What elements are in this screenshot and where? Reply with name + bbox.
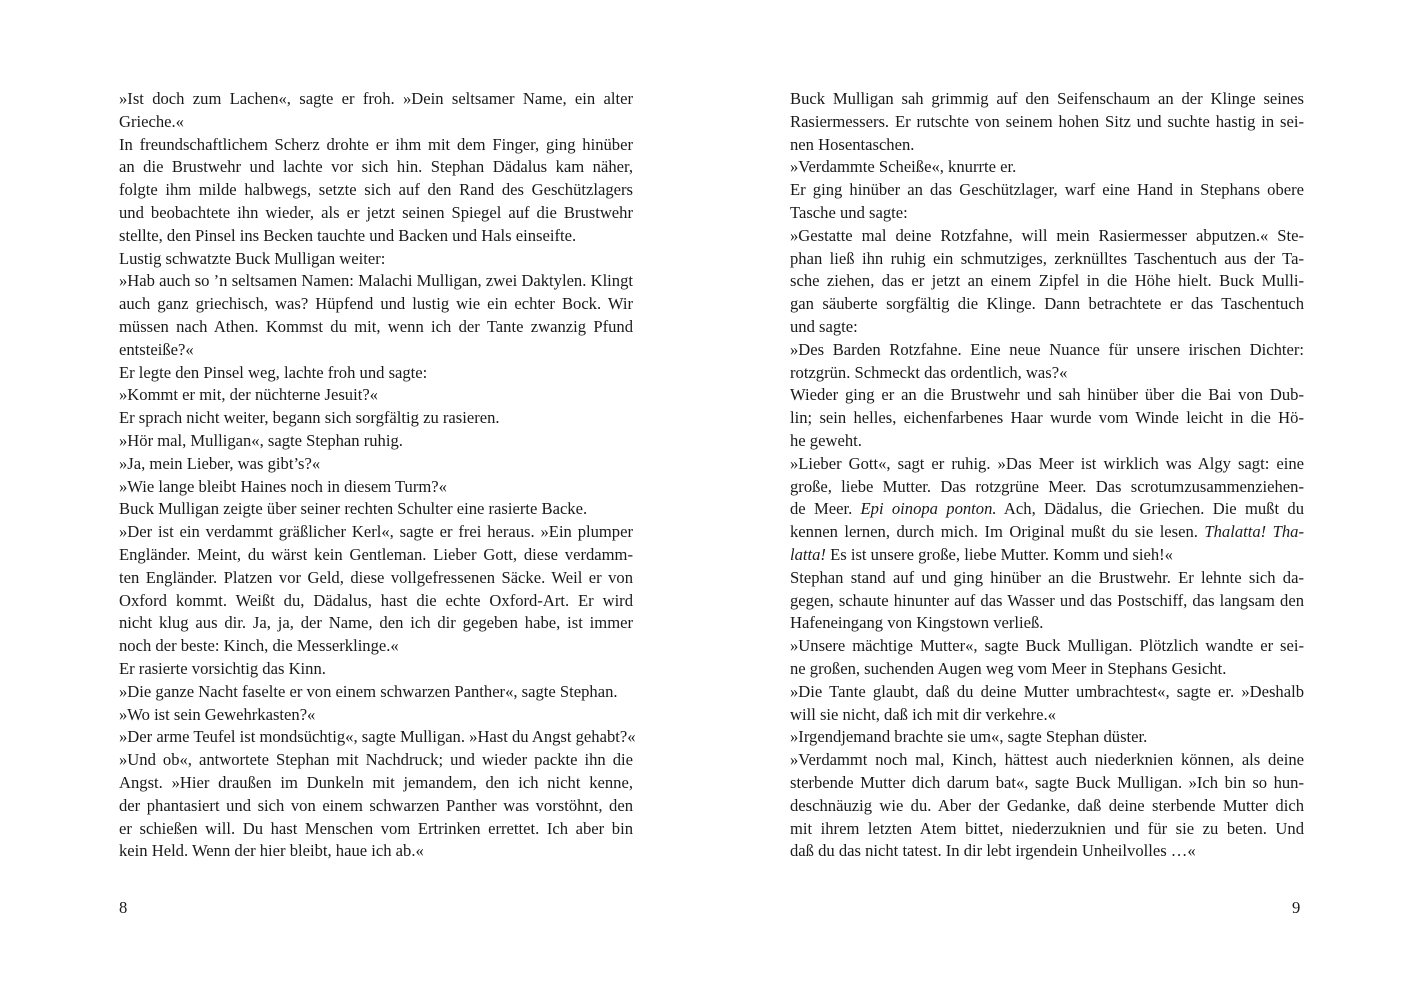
right-line: latta! Es ist unsere große, liebe Mutter. Komm und sieh!« (790, 544, 1173, 564)
left-line: entsteiße?« (119, 339, 194, 359)
right-line: gegen, schaute hinunter auf das Wasser und das Postschiff, das langsam den (790, 590, 1304, 610)
left-line: müssen nach Athen. Kommst du mit, wenn ich der Tante zwanzig Pfund (119, 316, 633, 336)
left-line: er schießen will. Du hast Menschen vom Ertrinken errettet. Ich aber bin (119, 818, 633, 838)
right-line: »Verdammt noch mal, Kinch, hättest auch niederknien können, als deine (790, 750, 1304, 770)
left-line: nicht klug aus dir. Ja, ja, der Name, den ich dir gegeben habe, ist immer (119, 613, 633, 633)
left-line: Er rasierte vorsichtig das Kinn. (119, 658, 326, 678)
right-line: Tasche und sagte: (790, 202, 908, 222)
right-line: und sagte: (790, 316, 858, 336)
right-page-number: 9 (1292, 898, 1301, 917)
left-line: der phantasiert und sich von einem schwarzen Panther was vorstöhnt, den (119, 795, 633, 815)
right-line: nen Hosentaschen. (790, 134, 915, 154)
right-line: mit ihrem letzten Atem bittet, niederzuknien und für sie zu beten. Und (790, 818, 1304, 838)
right-line: »Lieber Gott«, sagt er ruhig. »Das Meer ist wirklich was Algy sagt: eine (790, 453, 1304, 473)
left-line: »Die ganze Nacht faselte er von einem schwarzen Panther«, sagte Stephan. (119, 681, 618, 701)
right-line: große, liebe Mutter. Das rotzgrüne Meer. Das scrotumzusammenziehen- (790, 476, 1304, 496)
left-line: Angst. »Hier draußen im Dunkeln mit jemandem, den ich nicht kenne, (119, 772, 633, 792)
right-line: gan säuberte sorgfältig die Klinge. Dann betrachtete er das Taschentuch (790, 294, 1304, 314)
right-line: sche ziehen, das er jetzt an einem Zipfel in die Höhe hielt. Buck Mulli- (790, 271, 1304, 291)
right-line: sterbende Mutter dich darum bat«, sagte Buck Mulligan. »Ich bin so hun- (790, 772, 1304, 792)
left-line: Er legte den Pinsel weg, lachte froh und sagte: (119, 362, 428, 382)
left-line: auch ganz griechisch, was? Hüpfend und lustig wie ein echter Bock. Wir (119, 294, 633, 314)
right-line: daß du das nicht tatest. In dir lebt irgendein Unheilvolles …« (790, 841, 1196, 861)
left-line: noch der beste: Kinch, die Messerklinge.« (119, 636, 399, 656)
left-line: »Und ob«, antwortete Stephan mit Nachdruck; und wieder packte ihn die (119, 750, 633, 770)
left-line: »Der arme Teufel ist mondsüchtig«, sagte Mulligan. »Hast du Angst gehabt?« (119, 727, 636, 747)
left-line: Lustig schwatzte Buck Mulligan weiter: (119, 248, 386, 268)
left-line: »Hab auch so ’n seltsamen Namen: Malachi Mulligan, zwei Daktylen. Klingt (119, 271, 633, 291)
right-line: »Die Tante glaubt, daß du deine Mutter umbrachtest«, sagte er. »Deshalb (790, 681, 1304, 701)
right-line: Wieder ging er an die Brustwehr und sah hinüber über die Bai von Dub- (790, 385, 1304, 405)
right-line: phan ließ ihn ruhig ein schmutziges, zerknülltes Taschentuch aus der Ta- (790, 248, 1304, 268)
left-page-text (119, 88, 636, 863)
left-page-number: 8 (119, 898, 128, 917)
left-line: »Kommt er mit, der nüchterne Jesuit?« (119, 385, 378, 405)
left-line: Engländer. Meint, du wärst kein Gentleman. Lieber Gott, diese verdamm- (119, 544, 633, 564)
right-line: deschnäuzig wie du. Aber der Gedanke, daß deine sterbende Mutter dich (790, 795, 1304, 815)
right-line: de Meer. Epi oinopa ponton. Ach, Dädalus, die Griechen. Die mußt du (790, 499, 1304, 519)
right-line: »Des Barden Rotzfahne. Eine neue Nuance für unsere irischen Dichter: (790, 339, 1304, 359)
right-line: he geweht. (790, 430, 862, 450)
left-line: Grieche.« (119, 111, 184, 131)
left-line: an die Brustwehr und lachte vor sich hin. Stephan Dädalus kam näher, (119, 157, 633, 177)
left-line: und beobachtete ihn wieder, als er jetzt seinen Spiegel auf die Brustwehr (119, 202, 633, 222)
left-line: folgte ihm milde halbwegs, setzte sich auf den Rand des Geschützlagers (119, 180, 633, 200)
right-line: »Verdammte Scheiße«, knurrte er. (790, 157, 1017, 177)
left-line: »Hör mal, Mulligan«, sagte Stephan ruhig. (119, 430, 403, 450)
left-line: »Wo ist sein Gewehrkasten?« (119, 704, 316, 724)
left-line: kein Held. Wenn der hier bleibt, haue ich ab.« (119, 841, 424, 861)
italic-phrase: latta! (790, 544, 826, 564)
left-line: ten Engländer. Platzen vor Geld, diese vollgefressenen Säcke. Weil er von (119, 567, 633, 587)
right-line: Rasiermessers. Er rutschte von seinem hohen Sitz und suchte hastig in sei- (790, 111, 1304, 131)
left-line: »Ja, mein Lieber, was gibt’s?« (119, 453, 321, 473)
right-line: ne großen, suchenden Augen weg vom Meer in Stephans Gesicht. (790, 658, 1227, 678)
right-line: »Unsere mächtige Mutter«, sagte Buck Mulligan. Plötzlich wandte er sei- (790, 636, 1304, 656)
left-line: In freundschaftlichem Scherz drohte er ihm mit dem Finger, ging hinüber (119, 134, 633, 154)
left-line: Oxford kommt. Weißt du, Dädalus, hast die echte Oxford-Art. Er wird (119, 590, 633, 610)
left-line: »Ist doch zum Lachen«, sagte er froh. »Dein seltsamer Name, ein alter (119, 89, 633, 108)
left-line: Er sprach nicht weiter, begann sich sorgfältig zu rasieren. (119, 408, 500, 428)
right-line: lin; sein helles, eichenfarbenes Haar wurde vom Winde leicht in die Hö- (790, 408, 1304, 428)
left-line: »Wie lange bleibt Haines noch in diesem Turm?« (119, 476, 447, 496)
left-line: »Der ist ein verdammt gräßlicher Kerl«, sagte er frei heraus. »Ein plumper (119, 522, 633, 542)
right-line: »Irgendjemand brachte sie um«, sagte Stephan düster. (790, 727, 1148, 747)
right-line: kennen lernen, durch mich. Im Original mußt du sie lesen. Thalatta! Tha- (790, 522, 1304, 542)
right-line: Er ging hinüber an das Geschützlager, warf eine Hand in Stephans obere (790, 180, 1304, 200)
right-line: Buck Mulligan sah grimmig auf den Seifenschaum an der Klinge seines (790, 89, 1304, 108)
italic-phrase: Epi oinopa ponton. (860, 499, 997, 519)
right-line: Hafeneingang von Kingstown verließ. (790, 613, 1044, 633)
right-line: will sie nicht, daß ich mit dir verkehre.« (790, 704, 1056, 724)
right-line: »Gestatte mal deine Rotzfahne, will mein Rasiermesser abputzen.« Ste- (790, 225, 1304, 245)
right-line: Stephan stand auf und ging hinüber an die Brustwehr. Er lehnte sich da- (790, 567, 1304, 587)
italic-phrase: Thalatta! Tha- (1204, 522, 1304, 542)
right-line: rotzgrün. Schmeckt das ordentlich, was?« (790, 362, 1068, 382)
left-line: stellte, den Pinsel ins Becken tauchte und Backen und Hals einseifte. (119, 225, 577, 245)
left-line: Buck Mulligan zeigte über seiner rechten Schulter eine rasierte Backe. (119, 499, 588, 519)
right-page-text (790, 88, 1304, 863)
